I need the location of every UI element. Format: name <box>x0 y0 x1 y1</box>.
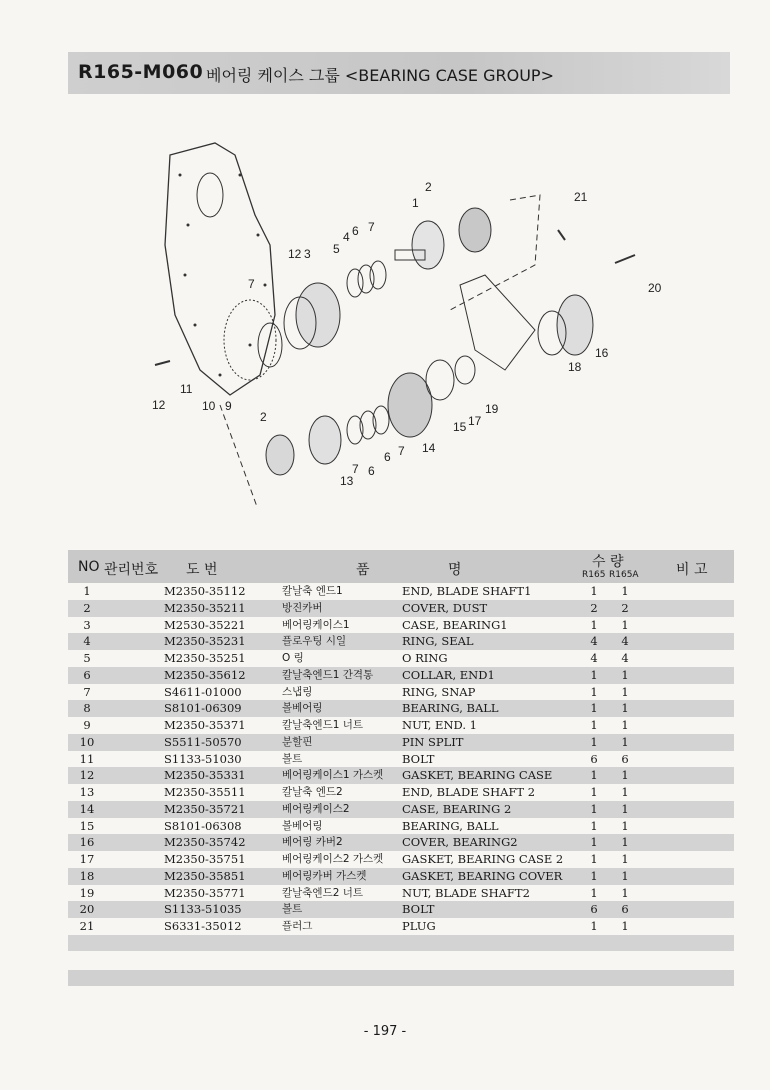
row-no: 12 <box>79 768 95 783</box>
qty-r165a: 1 <box>621 801 629 816</box>
english-name: END, BLADE SHAFT 2 <box>402 785 536 799</box>
english-name: GASKET, BEARING CASE 2 <box>402 852 564 866</box>
english-name: COVER, BEARING2 <box>402 835 518 850</box>
korean-name: 칼날축 엔드2 <box>282 786 343 798</box>
bearing-case-1 <box>296 283 340 347</box>
part-number: S1133-51030 <box>164 751 242 766</box>
dust-cover-lower <box>266 435 294 475</box>
header-qty: 수 량 <box>592 554 624 570</box>
table-row <box>68 617 734 634</box>
qty-r165a: 1 <box>621 818 629 833</box>
korean-name: 플로우팅 시일 <box>282 635 347 648</box>
callout-5d: 7 <box>352 462 359 476</box>
callout-21: 21 <box>574 190 588 204</box>
page-title: 베어링 케이스 그룹 <BEARING CASE GROUP> <box>206 66 554 85</box>
row-no: 20 <box>79 902 95 917</box>
table-row <box>68 583 734 600</box>
blade-shaft-end-2 <box>309 416 341 464</box>
qty-r165a: 6 <box>621 902 629 917</box>
row-no: 5 <box>83 651 91 665</box>
table-row <box>68 918 734 935</box>
bearing-cover-bracket <box>460 275 535 370</box>
plug <box>558 230 565 240</box>
header-remark: 비 고 <box>676 562 708 578</box>
callout-1: 1 <box>412 196 419 210</box>
qty-r165: 1 <box>590 734 598 749</box>
qty-r165a: 1 <box>621 718 629 732</box>
row-no: 13 <box>79 785 95 799</box>
callout-14: 14 <box>422 441 436 455</box>
callout-5c: 7 <box>398 444 405 458</box>
table-row <box>68 834 734 851</box>
header-name: 명 <box>448 562 462 578</box>
callout-18: 18 <box>568 360 582 374</box>
qty-r165a: 1 <box>621 667 629 682</box>
callout-4b: 4 <box>343 230 350 244</box>
korean-name: 분할핀 <box>282 735 313 748</box>
callout-12: 12 <box>288 247 302 261</box>
qty-r165a: 1 <box>621 768 629 783</box>
callout-6: 9 <box>225 399 232 413</box>
english-name: RING, SNAP <box>402 684 476 699</box>
korean-name: 칼날축엔드1 너트 <box>282 719 364 731</box>
english-name: CASE, BEARING1 <box>402 617 508 632</box>
callout-2b: 2 <box>260 410 267 424</box>
part-number: S6331-35012 <box>164 919 242 933</box>
korean-name: 베어링케이스1 가스켓 <box>282 769 384 782</box>
blank-row <box>68 935 734 951</box>
korean-name: 볼트 <box>282 903 303 916</box>
footer-band <box>68 970 734 986</box>
part-number: M2350-35112 <box>164 584 246 598</box>
qty-r165: 1 <box>590 617 598 632</box>
english-name: BOLT <box>402 902 435 917</box>
korean-name: 칼날축엔드2 너트 <box>282 886 364 899</box>
korean-name: 스냅링 <box>282 685 313 698</box>
row-no: 21 <box>79 919 95 933</box>
row-no: 4 <box>83 634 91 649</box>
qty-r165: 1 <box>590 584 598 598</box>
korean-name: 볼트 <box>282 752 303 765</box>
callout-5a: 7 <box>368 220 375 234</box>
callout-20: 20 <box>648 281 662 295</box>
english-name: BOLT <box>402 751 435 766</box>
korean-name: 칼날축 엔드1 <box>282 585 343 597</box>
english-name: GASKET, BEARING CASE <box>402 768 553 783</box>
callout-10: 11 <box>180 382 193 396</box>
qty-r165: 1 <box>590 919 598 933</box>
qty-r165: 4 <box>590 634 598 649</box>
part-number: S5511-50570 <box>164 734 242 749</box>
qty-r165a: 4 <box>621 634 629 649</box>
row-no: 9 <box>83 718 91 732</box>
parts-table <box>68 550 734 951</box>
header-item: 품 <box>356 562 370 578</box>
part-number: M2350-35612 <box>164 667 246 682</box>
qty-r165: 1 <box>590 801 598 816</box>
korean-name: 볼베어링 <box>282 702 323 715</box>
qty-r165a: 1 <box>621 701 629 716</box>
qty-r165a: 1 <box>621 617 629 632</box>
row-no: 16 <box>79 835 95 850</box>
english-name: PIN SPLIT <box>402 734 464 749</box>
part-number: M2350-35742 <box>164 835 246 850</box>
row-no: 19 <box>79 885 95 900</box>
blade-shaft-end-1 <box>412 221 444 269</box>
table-row <box>68 885 734 902</box>
english-name: END, BLADE SHAFT1 <box>402 584 532 598</box>
housing-hole <box>197 173 223 217</box>
part-number: M2530-35221 <box>164 617 246 632</box>
english-name: CASE, BEARING 2 <box>402 801 512 816</box>
qty-r165: 1 <box>590 835 598 850</box>
qty-r165: 1 <box>590 852 598 866</box>
callout-3: 3 <box>304 247 311 261</box>
korean-name: 베어링케이스1 <box>282 618 350 631</box>
qty-r165: 1 <box>590 684 598 699</box>
qty-r165: 6 <box>590 902 598 917</box>
part-number: S8101-06309 <box>164 701 242 716</box>
row-no: 2 <box>83 600 91 615</box>
part-number: M2350-35511 <box>164 785 246 799</box>
bearing-case-2 <box>388 373 432 437</box>
qty-r165a: 1 <box>621 852 629 866</box>
korean-name: 방진카버 <box>282 601 323 614</box>
table-row <box>68 734 734 751</box>
header-no: NO <box>78 559 100 575</box>
table-row <box>68 600 734 617</box>
table-row <box>68 700 734 717</box>
korean-name: 베어링 카버2 <box>282 836 343 849</box>
english-name: GASKET, BEARING COVER <box>402 868 563 883</box>
section-code: R165-M060 <box>78 61 204 83</box>
part-number: M2350-35211 <box>164 600 246 615</box>
header-qty-r165: R165 <box>582 570 606 580</box>
table-row <box>68 901 734 918</box>
korean-name: O 링 <box>282 652 304 664</box>
exploded-parts-diagram <box>140 135 680 505</box>
qty-r165a: 1 <box>621 868 629 883</box>
qty-r165: 1 <box>590 701 598 716</box>
korean-name: 베어링케이스2 가스켓 <box>282 853 384 865</box>
english-name: COVER, DUST <box>402 600 488 615</box>
qty-r165: 1 <box>590 885 598 900</box>
table-row <box>68 818 734 835</box>
header-drawing-no: 도 번 <box>186 562 218 578</box>
callout-15: 15 <box>453 420 467 434</box>
dust-cover <box>459 208 491 252</box>
bolt-20 <box>615 255 635 263</box>
row-no: 17 <box>79 852 95 866</box>
part-number: M2350-35251 <box>164 651 246 665</box>
korean-name: 플러그 <box>282 920 313 932</box>
row-no: 3 <box>83 617 91 632</box>
table-row <box>68 868 734 885</box>
row-no: 1 <box>83 584 91 598</box>
row-no: 6 <box>83 667 91 682</box>
part-number: M2350-35231 <box>164 634 246 649</box>
qty-r165: 1 <box>590 785 598 799</box>
callout-7: 7 <box>248 277 255 291</box>
parts-table-body <box>68 583 734 935</box>
qty-r165: 1 <box>590 718 598 732</box>
table-row <box>68 767 734 784</box>
korean-name: 베어링카버 가스켓 <box>282 869 367 882</box>
qty-r165: 6 <box>590 751 598 766</box>
qty-r165: 4 <box>590 651 598 665</box>
part-number: S8101-06308 <box>164 818 242 833</box>
english-name: NUT, END. 1 <box>402 718 477 732</box>
parts-table-header <box>68 550 734 583</box>
row-no: 15 <box>79 818 95 833</box>
english-name: BEARING, BALL <box>402 818 499 833</box>
table-row <box>68 851 734 868</box>
qty-r165: 1 <box>590 818 598 833</box>
qty-r165a: 4 <box>621 651 629 665</box>
qty-r165a: 6 <box>621 751 629 766</box>
callout-9: 10 <box>202 399 216 413</box>
part-number: M2350-35771 <box>164 885 246 900</box>
part-number: S4611-01000 <box>164 684 242 699</box>
korean-name: 베어링케이스2 <box>282 802 350 815</box>
callout-4d: 6 <box>368 464 375 478</box>
page-number: - 197 - <box>363 1024 407 1039</box>
part-number: M2350-35331 <box>164 768 246 783</box>
part-number: M2350-35751 <box>164 852 246 866</box>
callout-5b: 5 <box>333 242 340 256</box>
header-qty-r165a: R165A <box>609 570 639 580</box>
table-row <box>68 801 734 818</box>
bearing-cover-2 <box>557 295 593 355</box>
callout-4c: 6 <box>384 450 391 464</box>
ball-bearing-2 <box>426 360 454 400</box>
qty-r165a: 1 <box>621 684 629 699</box>
english-name: COLLAR, END1 <box>402 667 495 682</box>
row-no: 18 <box>79 868 95 883</box>
table-row <box>68 650 734 667</box>
korean-name: 칼날축엔드1 간격통 <box>282 668 374 681</box>
english-name: BEARING, BALL <box>402 701 499 716</box>
row-no: 14 <box>79 801 95 816</box>
qty-r165: 2 <box>590 600 598 615</box>
qty-r165: 1 <box>590 768 598 783</box>
qty-r165a: 1 <box>621 885 629 900</box>
qty-r165a: 1 <box>621 584 629 598</box>
snap-ring <box>258 323 282 367</box>
callout-2: 2 <box>425 180 432 194</box>
qty-r165a: 1 <box>621 734 629 749</box>
english-name: PLUG <box>402 919 436 933</box>
callout-13: 13 <box>340 474 354 488</box>
callout-17: 17 <box>468 414 482 428</box>
qty-r165a: 1 <box>621 835 629 850</box>
qty-r165: 1 <box>590 667 598 682</box>
callout-19: 19 <box>485 402 499 416</box>
table-row <box>68 684 734 701</box>
table-row <box>68 667 734 684</box>
qty-r165: 1 <box>590 868 598 883</box>
qty-r165a: 1 <box>621 919 629 933</box>
table-row <box>68 633 734 650</box>
qty-r165a: 1 <box>621 785 629 799</box>
row-no: 11 <box>79 751 95 766</box>
part-number: M2350-35371 <box>164 718 246 732</box>
korean-name: 볼베어링 <box>282 819 323 832</box>
header-mgmt-no: 관리번호 <box>104 562 159 578</box>
table-row <box>68 717 734 734</box>
row-no: 10 <box>79 734 95 749</box>
english-name: O RING <box>402 651 448 665</box>
english-name: RING, SEAL <box>402 634 474 649</box>
part-number: M2350-35851 <box>164 868 246 883</box>
title-bar <box>68 52 730 94</box>
english-name: NUT, BLADE SHAFT2 <box>402 885 530 900</box>
callout-4a: 6 <box>352 224 359 238</box>
qty-r165a: 2 <box>621 600 629 615</box>
row-no: 7 <box>83 684 91 699</box>
callout-16: 16 <box>595 346 609 360</box>
row-no: 8 <box>83 701 91 716</box>
table-row <box>68 784 734 801</box>
part-number: S1133-51035 <box>164 902 242 917</box>
callout-11: 12 <box>152 398 166 412</box>
table-row <box>68 751 734 768</box>
part-number: M2350-35721 <box>164 801 246 816</box>
